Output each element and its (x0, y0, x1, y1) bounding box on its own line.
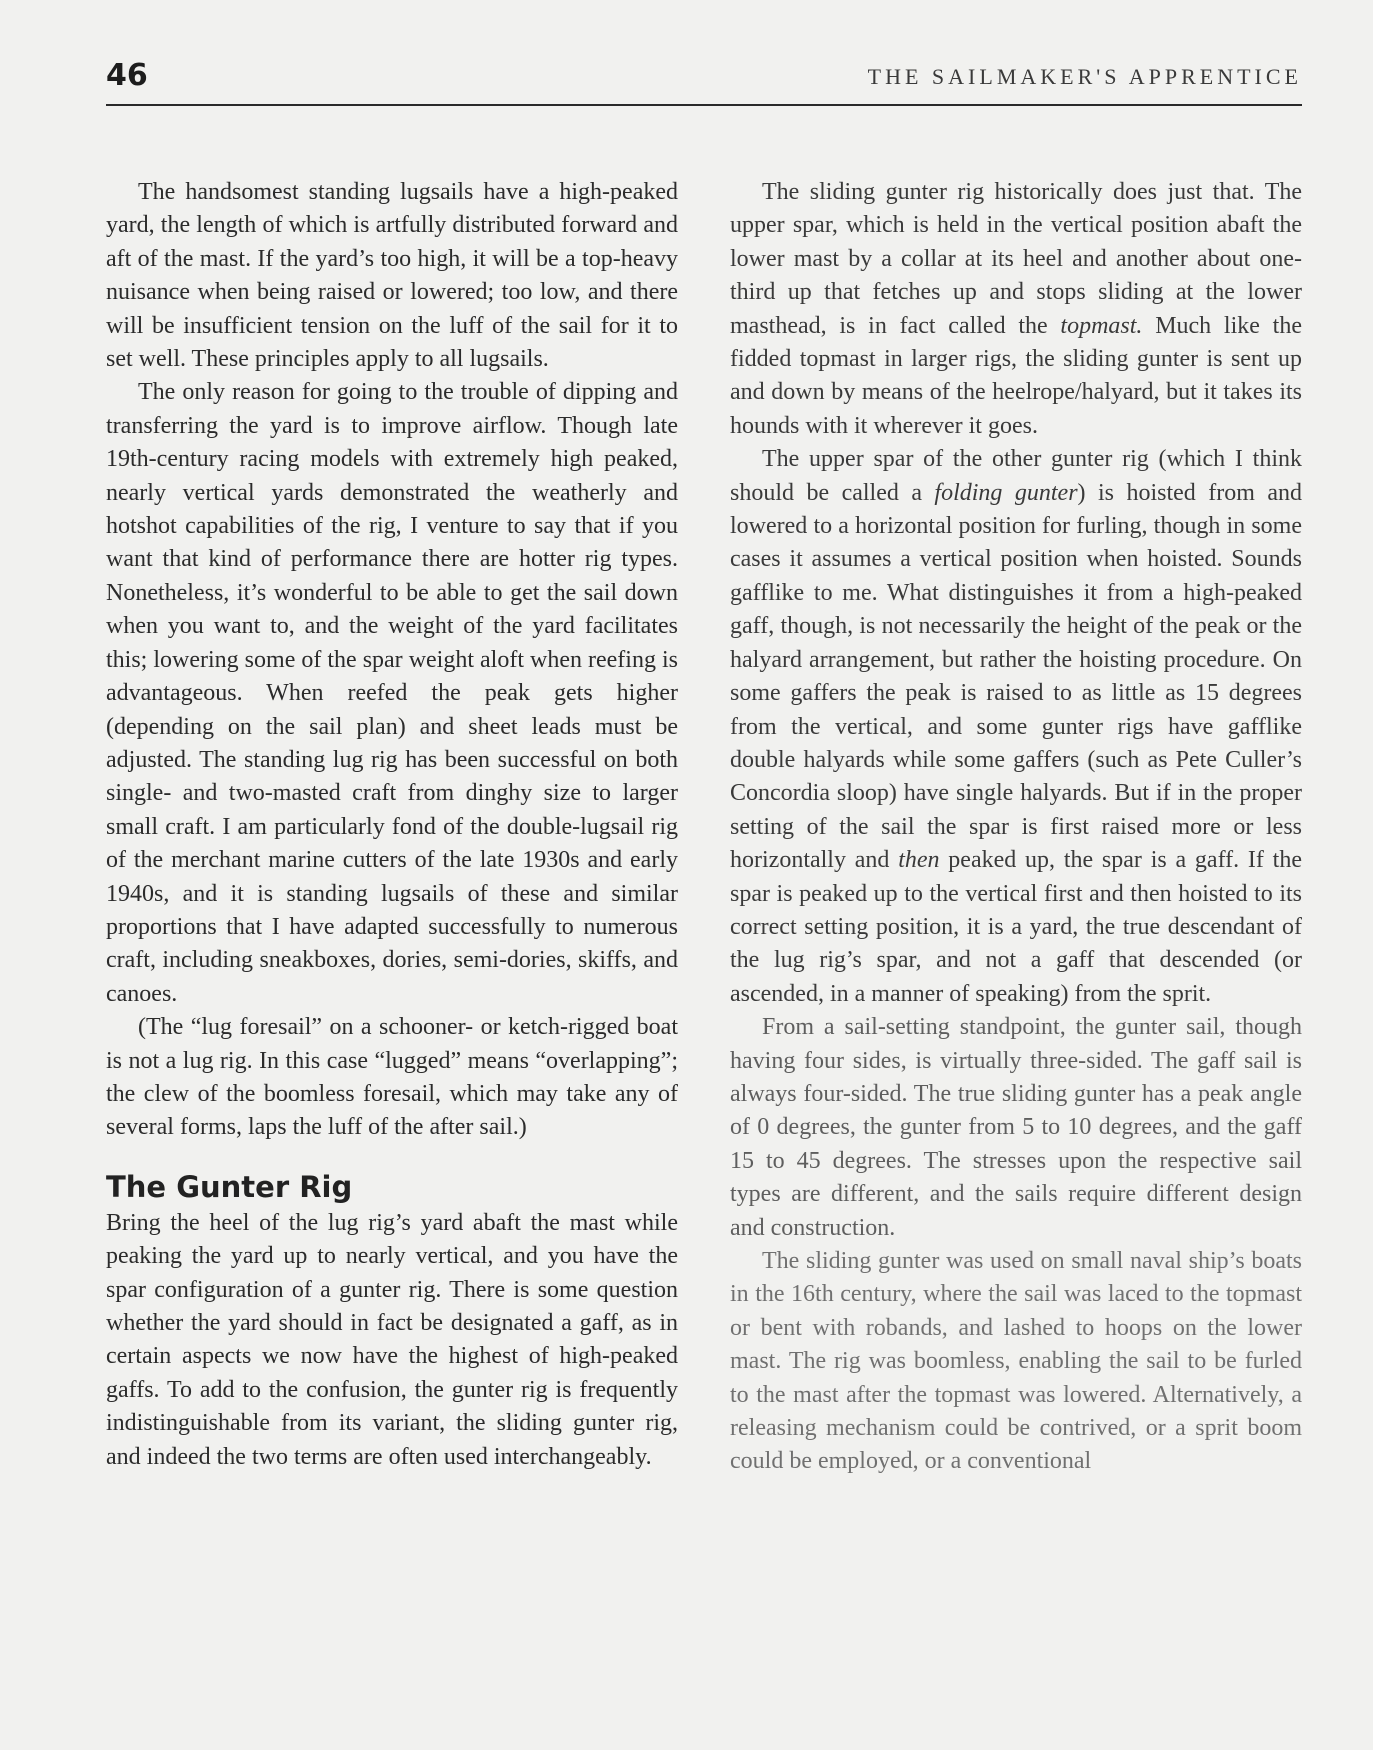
text-run: peaked up, the spar is a gaff. If the spar is peaked up to the vertical first and then hoisted to its correct setting position, it is a yard, the true descendant of the lug rig’s spar, and not a gaff that descended (or ascended, in a manner of speaking) from the sprit. (730, 847, 1302, 1007)
paragraph (730, 443, 1302, 1011)
section-heading: The Gunter Rig (106, 1169, 353, 1204)
paragraph: Bring the heel of the lug rig’s yard abaft the mast while peaking the yard up to nearly vertical, and you have the spar configuration of a gunter rig. There is some question whether the yard should in fact be designated a gaff, as in certain aspects we now have the highest of high-peaked gaffs. To add to the confusion, the gunter rig is frequently indistinguishable from its variant, the sliding gunter rig, and indeed the two terms are often used interchangeably. (106, 1209, 678, 1470)
page-number: 46 (106, 58, 148, 93)
text-run: ) is hoisted from and lowered to a horizontal position for furling, though in some cases it assumes a vertical position when hoisted. Sounds gafflike to me. What distinguishes it from a high-peaked gaff, though, is not necessarily the height of the peak or the halyard arrangement, but rather the hoisting procedure. On some gaffers the peak is raised to as little as 15 degrees from the vertical, and some gunter rigs have gafflike double halyards while some gaffers (such as Pete Culler’s Concordia sloop) have single halyards. But if in the proper setting of the sail the spar is first raised more or less horizontally and (730, 479, 1302, 874)
paragraph: (The “lug foresail” on a schooner- or ketch-rigged boat is not a lug rig. In this case “lugged” means “overlapping”; the clew of the boomless foresail, which may take any of several forms, laps the luff of the after sail.) (106, 1014, 678, 1141)
paragraph: The handsomest standing lugsails have a high-peaked yard, the length of which is artfully distributed forward and aft of the mast. If the yard’s too high, it will be a top-heavy nuisance when being raised or lowered; too low, and there will be insufficient tension on the luff of the sail for it to set well. These principles apply to all lugsails. (106, 179, 678, 373)
paragraph: The only reason for going to the trouble of dipping and transferring the yard is to improve airflow. Though late 19th-century racing models with extremely high peaked, nearly vertical yards demonstrated the weatherly and hotshot capabilities of the rig, I venture to say that if you want that kind of performance there are hotter rig types. Nonetheless, it’s wonderful to be able to get the sail down when you want to, and the weight of the yard facilitates this; lowering some of the spar weight aloft when reefing is advantageous. When reefed the peak gets higher (depending on the sail plan) and sheet leads must be adjusted. The standing lug rig has been successful on both single- and two-masted craft from dinghy size to larger small craft. I am particularly fond of the double-lugsail rig of the merchant marine cutters of the late 1930s and early 1940s, and it is standing lugsails of these and similar proportions that I have adapted successfully to numerous craft, including sneakboxes, dories, semi-dories, skiffs, and canoes. (106, 379, 678, 1007)
italic-term: folding gunter (934, 479, 1078, 506)
paragraph: The sliding gunter was used on small naval ship’s boats in the 16th century, where the sail was laced to the topmast or bent with robands, and lashed to hoops on the lower mast. The rig was boomless, enabling the sail to be furled to the mast after the topmast was lowered. Alternatively, a releasing mechanism could be contrived, or a sprit boom could be employed, or a conventional (730, 1248, 1302, 1475)
right-column (730, 176, 1302, 1479)
running-head: THE SAILMAKER'S APPRENTICE (867, 64, 1302, 89)
text-run: The sliding gunter rig historically does just that. The upper spar, which is held in the vertical position abaft the lower mast by a collar at its heel and another about one-third up that fetches up and stops sliding at the lower masthead, is in fact called the (730, 179, 1302, 339)
left-column (106, 176, 678, 1474)
italic-term: topmast. (1060, 312, 1143, 339)
text-run: Much like the fidded topmast in larger rigs, the sliding gunter is sent up and down by means of the heelrope/halyard, but it takes its hounds with it wherever it goes. (730, 312, 1302, 439)
page-header (106, 58, 1302, 106)
paragraph (730, 176, 1302, 443)
italic-term: then (898, 847, 940, 874)
text-run: The upper spar of the other gunter rig (which I think should be called a (730, 446, 1302, 506)
paragraph: From a sail-setting standpoint, the gunter sail, though having four sides, is virtually three-sided. The gaff sail is always four-sided. The true sliding gunter has a peak angle of 0 degrees, the gunter from 5 to 10 degrees, and the gaff 15 to 45 degrees. The stresses upon the respective sail types are different, and the sails require different design and construction. (730, 1014, 1302, 1241)
